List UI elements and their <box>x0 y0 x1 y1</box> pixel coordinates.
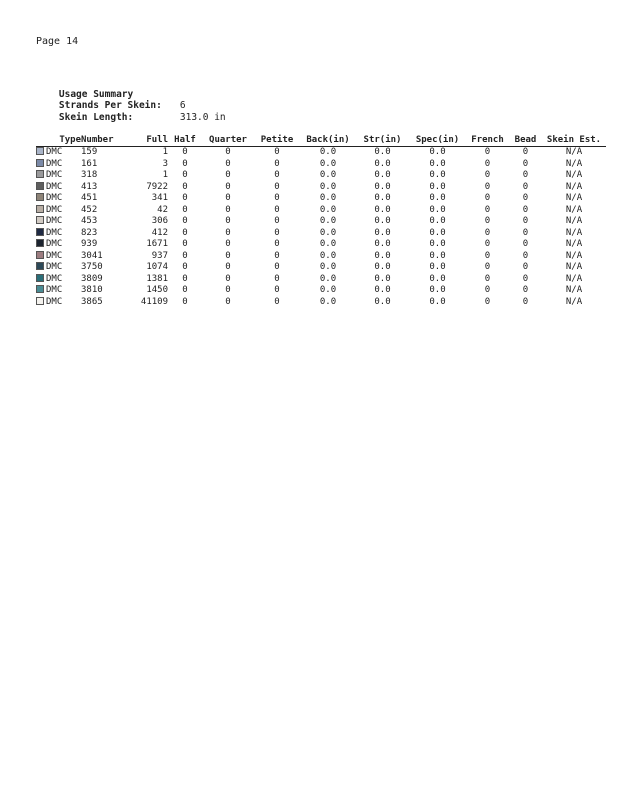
thread-type: DMC <box>46 181 63 192</box>
cell-str: 0.0 <box>374 158 391 169</box>
header-back: Back(in) <box>300 135 356 147</box>
cell-str: 0.0 <box>374 181 391 192</box>
cell-number: 823 <box>81 227 98 238</box>
cell-full: 306 <box>151 216 168 226</box>
color-swatch <box>36 239 44 247</box>
header-bead: Bead <box>509 135 542 147</box>
cell-petite: 0 <box>274 216 280 226</box>
cell-bead: 0 <box>522 193 529 203</box>
cell-type <box>36 285 81 297</box>
cell-half: 0 <box>182 250 188 261</box>
cell-petite: 0 <box>274 296 280 307</box>
cell-back: 0.0 <box>319 147 337 157</box>
cell-half: 0 <box>182 285 188 295</box>
usage-table-body <box>36 147 606 309</box>
cell-str: 0.0 <box>374 204 391 215</box>
header-skein-est: Skein Est. <box>542 135 606 147</box>
cell-french: 0 <box>484 262 491 272</box>
cell-number: 451 <box>81 193 98 203</box>
thread-type: DMC <box>46 296 63 307</box>
cell-quarter: 0 <box>225 170 231 180</box>
cell-quarter: 0 <box>225 216 231 226</box>
cell-quarter: 0 <box>225 262 231 272</box>
table-row <box>36 251 606 263</box>
cell-half: 0 <box>182 216 188 226</box>
cell-skein-est: N/A <box>565 216 583 226</box>
table-header-row <box>36 135 606 147</box>
cell-full: 7922 <box>146 181 168 192</box>
cell-bead: 0 <box>522 227 529 238</box>
usage-table <box>36 135 606 308</box>
cell-full: 3 <box>162 158 168 169</box>
cell-french: 0 <box>484 181 491 192</box>
cell-number: 318 <box>81 170 98 180</box>
table-row <box>36 182 606 194</box>
cell-french: 0 <box>484 193 491 203</box>
cell-str: 0.0 <box>374 285 391 295</box>
table-row <box>36 285 606 297</box>
cell-petite: 0 <box>274 181 280 192</box>
cell-spec: 0.0 <box>429 170 446 180</box>
cell-back: 0.0 <box>319 239 337 249</box>
cell-str: 0.0 <box>374 273 391 284</box>
cell-back: 0.0 <box>319 262 337 272</box>
cell-type <box>36 159 81 171</box>
cell-quarter: 0 <box>225 147 231 157</box>
cell-quarter: 0 <box>225 204 231 215</box>
cell-half: 0 <box>182 181 188 192</box>
cell-petite: 0 <box>274 158 280 169</box>
cell-french: 0 <box>484 158 491 169</box>
cell-spec: 0.0 <box>429 285 446 295</box>
cell-full: 1 <box>162 170 168 180</box>
cell-quarter: 0 <box>225 273 231 284</box>
cell-full: 412 <box>151 227 168 238</box>
cell-type <box>36 182 81 194</box>
cell-back: 0.0 <box>319 285 337 295</box>
cell-quarter: 0 <box>225 227 231 238</box>
cell-str: 0.0 <box>374 170 391 180</box>
cell-str: 0.0 <box>374 239 391 249</box>
cell-bead: 0 <box>522 250 529 261</box>
cell-full: 937 <box>151 250 168 261</box>
cell-back: 0.0 <box>319 216 337 226</box>
cell-bead: 0 <box>522 170 529 180</box>
cell-number: 161 <box>81 158 98 169</box>
cell-petite: 0 <box>274 204 280 215</box>
cell-spec: 0.0 <box>429 262 446 272</box>
color-swatch <box>36 216 44 224</box>
cell-petite: 0 <box>274 239 280 249</box>
cell-number: 939 <box>81 239 98 249</box>
cell-french: 0 <box>484 239 491 249</box>
color-swatch <box>36 193 44 201</box>
cell-petite: 0 <box>274 250 280 261</box>
cell-petite: 0 <box>274 170 280 180</box>
cell-quarter: 0 <box>225 285 231 295</box>
cell-back: 0.0 <box>319 250 337 261</box>
cell-skein-est: N/A <box>565 193 583 203</box>
cell-quarter: 0 <box>225 296 231 307</box>
header-spec: Spec(in) <box>409 135 466 147</box>
cell-back: 0.0 <box>319 227 337 238</box>
summary-title: Usage Summary <box>58 88 134 100</box>
usage-summary <box>36 77 226 123</box>
cell-back: 0.0 <box>319 204 337 215</box>
cell-spec: 0.0 <box>429 239 446 249</box>
color-swatch <box>36 182 44 190</box>
cell-spec: 0.0 <box>429 216 446 226</box>
cell-spec: 0.0 <box>429 181 446 192</box>
cell-half: 0 <box>182 158 188 169</box>
cell-str: 0.0 <box>374 262 391 272</box>
cell-petite: 0 <box>274 193 280 203</box>
cell-bead: 0 <box>522 216 529 226</box>
table-row <box>36 262 606 274</box>
cell-half: 0 <box>182 170 188 180</box>
cell-type <box>36 297 81 309</box>
header-full: Full <box>128 135 168 147</box>
cell-back: 0.0 <box>319 181 337 192</box>
thread-type: DMC <box>46 273 63 284</box>
cell-spec: 0.0 <box>429 250 446 261</box>
cell-quarter: 0 <box>225 239 231 249</box>
cell-back: 0.0 <box>319 170 337 180</box>
cell-half: 0 <box>182 273 188 284</box>
cell-spec: 0.0 <box>429 296 446 307</box>
cell-back: 0.0 <box>319 296 337 307</box>
cell-full: 1450 <box>146 285 168 295</box>
cell-petite: 0 <box>274 273 280 284</box>
table-row <box>36 216 606 228</box>
cell-french: 0 <box>484 250 491 261</box>
cell-type <box>36 251 81 263</box>
cell-skein-est: N/A <box>565 273 583 284</box>
header-number: Number <box>81 135 128 147</box>
color-swatch <box>36 262 44 270</box>
cell-number: 453 <box>81 216 98 226</box>
cell-str: 0.0 <box>374 147 391 157</box>
cell-str: 0.0 <box>374 193 391 203</box>
cell-number: 3750 <box>81 262 103 272</box>
header-half: Half <box>168 135 202 147</box>
table-row <box>36 147 606 159</box>
cell-half: 0 <box>182 193 188 203</box>
cell-french: 0 <box>484 273 491 284</box>
summary-title-row <box>36 77 226 100</box>
cell-half: 0 <box>182 147 188 157</box>
cell-petite: 0 <box>274 285 280 295</box>
cell-full: 341 <box>151 193 168 203</box>
header-str: Str(in) <box>356 135 409 147</box>
cell-back: 0.0 <box>319 158 337 169</box>
cell-type <box>36 239 81 251</box>
thread-type: DMC <box>46 285 63 295</box>
cell-quarter: 0 <box>225 158 231 169</box>
cell-spec: 0.0 <box>429 147 446 157</box>
cell-french: 0 <box>484 216 491 226</box>
cell-number: 3041 <box>81 250 103 261</box>
cell-french: 0 <box>484 147 491 157</box>
cell-str: 0.0 <box>374 250 391 261</box>
cell-skein-est: N/A <box>565 262 583 272</box>
table-row <box>36 239 606 251</box>
cell-half: 0 <box>182 227 188 238</box>
cell-back: 0.0 <box>319 193 337 203</box>
thread-type: DMC <box>46 193 63 203</box>
strands-per-skein-label: Strands Per Skein: <box>58 100 162 111</box>
color-swatch <box>36 170 44 178</box>
cell-half: 0 <box>182 262 188 272</box>
header-petite: Petite <box>254 135 300 147</box>
cell-bead: 0 <box>522 273 529 284</box>
cell-spec: 0.0 <box>429 193 446 203</box>
cell-str: 0.0 <box>374 216 391 226</box>
cell-type <box>36 170 81 182</box>
cell-skein-est: N/A <box>565 181 583 192</box>
cell-full: 41109 <box>140 296 168 307</box>
cell-skein-est: N/A <box>565 296 583 307</box>
cell-skein-est: N/A <box>565 250 583 261</box>
color-swatch <box>36 285 44 293</box>
table-row <box>36 170 606 182</box>
page-label: Page 14 <box>36 36 79 47</box>
thread-type: DMC <box>46 250 63 261</box>
cell-half: 0 <box>182 239 188 249</box>
cell-petite: 0 <box>274 147 280 157</box>
cell-number: 159 <box>81 147 98 157</box>
cell-skein-est: N/A <box>565 227 583 238</box>
cell-skein-est: N/A <box>565 147 583 157</box>
header-quarter: Quarter <box>202 135 254 147</box>
cell-str: 0.0 <box>374 227 391 238</box>
skein-length-label: Skein Length: <box>58 111 134 123</box>
table-row <box>36 297 606 309</box>
cell-french: 0 <box>484 227 491 238</box>
cell-spec: 0.0 <box>429 204 446 215</box>
table-row <box>36 159 606 171</box>
strands-per-skein-value: 6 <box>179 100 186 111</box>
cell-skein-est: N/A <box>565 170 583 180</box>
cell-skein-est: N/A <box>565 158 583 169</box>
cell-str: 0.0 <box>374 296 391 307</box>
cell-type <box>36 228 81 240</box>
cell-bead: 0 <box>522 239 529 249</box>
thread-type: DMC <box>46 227 63 238</box>
cell-type <box>36 193 81 205</box>
cell-bead: 0 <box>522 158 529 169</box>
cell-petite: 0 <box>274 262 280 272</box>
thread-type: DMC <box>46 204 63 215</box>
table-row <box>36 228 606 240</box>
color-swatch <box>36 205 44 213</box>
color-swatch <box>36 297 44 305</box>
cell-full: 1671 <box>146 239 168 249</box>
table-row <box>36 193 606 205</box>
cell-bead: 0 <box>522 296 529 307</box>
thread-type: DMC <box>46 147 63 157</box>
cell-french: 0 <box>484 170 491 180</box>
cell-type <box>36 262 81 274</box>
cell-bead: 0 <box>522 204 529 215</box>
color-swatch <box>36 147 44 155</box>
cell-skein-est: N/A <box>565 239 583 249</box>
cell-bead: 0 <box>522 147 529 157</box>
cell-half: 0 <box>182 296 188 307</box>
cell-back: 0.0 <box>319 273 337 284</box>
cell-quarter: 0 <box>225 193 231 203</box>
header-french: French <box>466 135 509 147</box>
cell-bead: 0 <box>522 262 529 272</box>
thread-type: DMC <box>46 262 63 272</box>
cell-petite: 0 <box>274 227 280 238</box>
cell-quarter: 0 <box>225 181 231 192</box>
cell-number: 452 <box>81 204 98 215</box>
cell-number: 3809 <box>81 273 103 284</box>
cell-full: 42 <box>157 204 168 215</box>
cell-french: 0 <box>484 296 491 307</box>
color-swatch <box>36 159 44 167</box>
thread-type: DMC <box>46 216 63 226</box>
cell-type <box>36 205 81 217</box>
table-row <box>36 274 606 286</box>
cell-bead: 0 <box>522 285 529 295</box>
cell-full: 1381 <box>146 273 168 284</box>
cell-half: 0 <box>182 204 188 215</box>
cell-spec: 0.0 <box>429 227 446 238</box>
cell-spec: 0.0 <box>429 158 446 169</box>
cell-type <box>36 216 81 228</box>
table-row <box>36 205 606 217</box>
cell-number: 3810 <box>81 285 103 295</box>
color-swatch <box>36 251 44 259</box>
skein-length-value: 313.0 in <box>179 111 226 123</box>
cell-number: 3865 <box>81 296 103 307</box>
cell-full: 1 <box>162 147 168 157</box>
cell-full: 1074 <box>146 262 168 272</box>
thread-type: DMC <box>46 170 63 180</box>
cell-skein-est: N/A <box>565 204 583 215</box>
cell-spec: 0.0 <box>429 273 446 284</box>
header-type: Type <box>36 135 81 147</box>
cell-french: 0 <box>484 285 491 295</box>
cell-quarter: 0 <box>225 250 231 261</box>
thread-type: DMC <box>46 158 63 169</box>
cell-bead: 0 <box>522 181 529 192</box>
cell-number: 413 <box>81 181 98 192</box>
cell-french: 0 <box>484 204 491 215</box>
cell-type <box>36 147 81 159</box>
color-swatch <box>36 228 44 236</box>
cell-skein-est: N/A <box>565 285 583 295</box>
thread-type: DMC <box>46 239 63 249</box>
cell-type <box>36 274 81 286</box>
color-swatch <box>36 274 44 282</box>
